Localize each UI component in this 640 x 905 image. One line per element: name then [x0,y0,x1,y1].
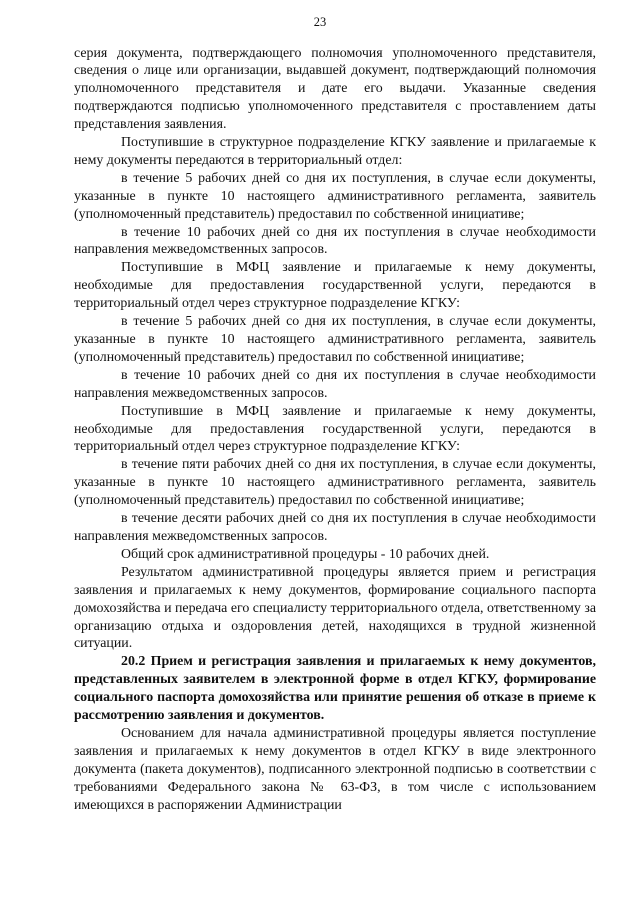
section-heading: 20.2 Прием и регистрация заявления и прилагаемых к нему документов, представленных заявителем в электронной форме в отдел КГКУ, формирование социального паспорта домохозяйства или принятие решения об отказе в приеме к рассмотрению заявления и документов. [74,654,596,724]
paragraph: Поступившие в МФЦ заявление и прилагаемые к нему документы, необходимые для предоставления государственной услуги, передаются в территориальный отдел через структурное подразделение КГКУ: [74,403,596,455]
paragraph: Поступившие в структурное подразделение КГКУ заявление и прилагаемые к нему документы передаются в территориальный отдел: [74,135,596,168]
paragraph: Общий срок административной процедуры - 10 рабочих дней. [121,546,490,562]
paragraph-continuation: серия документа, подтверждающего полномочия уполномоченного представителя, сведения о лице или организации, выдавшей документ, подтверждающий полномочия уполномоченного представителя и дате его выдачи. Указанные сведения подтверждаются подписью уполномоченного представителя с проставлением даты представления заявления. [74,45,596,133]
paragraph: в течение 5 рабочих дней со дня их поступления, в случае если документы, указанные в пункте 10 настоящего административного регламента, заявитель (уполномоченный представитель) предоставил по собственной инициативе; [74,314,596,365]
paragraph: в течение десяти рабочих дней со дня их поступления в случае необходимости направления межведомственных запросов. [74,511,596,544]
paragraph: в течение 5 рабочих дней со дня их поступления, в случае если документы, указанные в пункте 10 настоящего административного регламента, заявитель (уполномоченный представитель) предоставил по собственной инициативе; [74,170,596,222]
paragraph: Результатом административной процедуры является прием и регистрация заявления и прилагаемых к нему документов, формирование социального паспорта домохозяйства и передача его специалисту территориального отдела, ответственному за организацию отдыха и оздоровления детей, находящихся в трудной жизненной ситуации. [74,564,596,652]
paragraph: в течение 10 рабочих дней со дня их поступления в случае необходимости направления межведомственных запросов. [74,367,596,401]
page-number: 23 [313,15,327,29]
paragraph: Основанием для начала административной процедуры является поступление заявления и прилагаемых к нему документов в отдел КГКУ в виде электронного документа (пакета документов), подписанного электронной подписью в соответствии с требованиями Федерального закона № 63-ФЗ, в том числе с использованием имеющихся в распоряжении Администрации [74,725,596,813]
document-body [74,45,596,815]
paragraph: в течение пяти рабочих дней со дня их поступления, в случае если документы, указанные в пункте 10 настоящего административного регламента, заявитель (уполномоченный представитель) предоставил по собственной инициативе; [74,457,596,509]
paragraph: в течение 10 рабочих дней со дня их поступления в случае необходимости направления межведомственных запросов. [74,224,596,258]
paragraph: Поступившие в МФЦ заявление и прилагаемые к нему документы, необходимые для предоставления государственной услуги, передаются в территориальный отдел через структурное подразделение КГКУ: [74,260,596,312]
